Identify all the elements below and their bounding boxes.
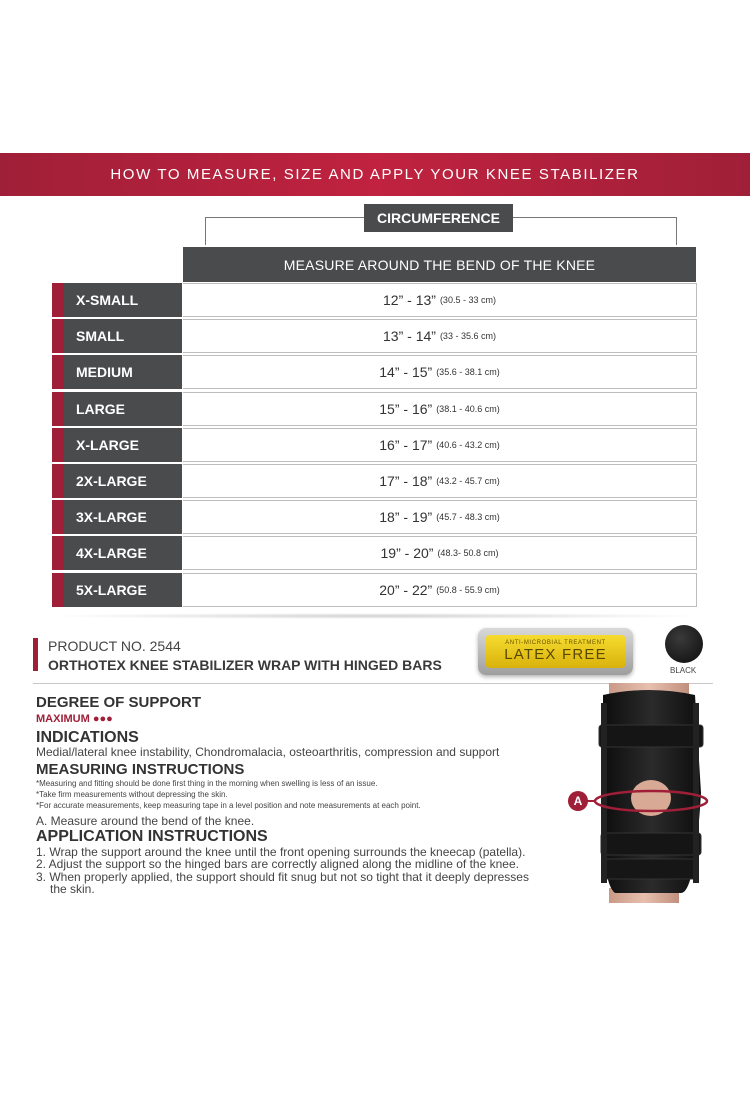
indications-heading: INDICATIONS: [36, 729, 139, 746]
size-label: LARGE: [64, 392, 182, 426]
color-swatch: [665, 625, 703, 663]
size-inches: 19” - 20”: [380, 545, 434, 562]
measuring-step-a: A. Measure around the bend of the knee.: [36, 814, 255, 828]
row-accent: [52, 319, 64, 353]
size-value: [183, 428, 697, 462]
size-label: MEDIUM: [64, 355, 182, 389]
size-inches: 17” - 18”: [379, 472, 433, 489]
size-cm: (38.1 - 40.6 cm): [436, 403, 500, 414]
badge-title: LATEX FREE: [504, 646, 607, 663]
size-inches: 14” - 15”: [379, 364, 433, 381]
size-value: [183, 392, 697, 426]
size-label: X-SMALL: [64, 283, 182, 317]
latex-free-badge: [478, 628, 633, 675]
latex-badge-inner: [485, 635, 626, 668]
size-cm: (40.6 - 43.2 cm): [436, 439, 500, 450]
table-row: [52, 355, 697, 389]
banner: [0, 153, 750, 196]
size-label: SMALL: [64, 319, 182, 353]
size-cm: (30.5 - 33 cm): [439, 295, 496, 305]
application-step-2: 2. Adjust the support so the hinged bars are correctly aligned along the midline of the knee.: [36, 857, 519, 871]
size-inches: 20” - 22”: [379, 581, 433, 598]
size-cm: (43.2 - 45.7 cm): [436, 475, 500, 486]
measure-header: MEASURE AROUND THE BEND OF THE KNEE: [183, 247, 696, 282]
size-value: [183, 536, 697, 570]
size-label: 3X-LARGE: [64, 500, 182, 534]
circumference-label: CIRCUMFERENCE: [364, 204, 513, 232]
measuring-heading: MEASURING INSTRUCTIONS: [36, 761, 245, 778]
table-row: [52, 573, 697, 607]
measuring-note-1: *Measuring and fitting should be done first thing in the morning when swelling is less of an issue.: [36, 779, 378, 788]
row-accent: [52, 464, 64, 498]
banner-title: HOW TO MEASURE, SIZE AND APPLY YOUR KNEE STABILIZER: [110, 166, 640, 183]
size-value: [183, 573, 697, 607]
table-row: [52, 392, 697, 426]
size-inches: 15” - 16”: [379, 400, 433, 417]
table-row: [52, 500, 697, 534]
size-inches: 16” - 17”: [379, 436, 433, 453]
indications-text: Medial/lateral knee instability, Chondromalacia, osteoarthritis, compression and support: [36, 745, 500, 759]
knee-brace-image: [565, 683, 715, 903]
size-cm: (48.3- 50.8 cm): [437, 548, 499, 559]
row-accent: [52, 573, 64, 607]
application-step-3-cont: the skin.: [50, 882, 95, 896]
size-value: [183, 500, 697, 534]
size-value: [183, 283, 697, 317]
table-row: [52, 283, 697, 317]
color-label: BLACK: [670, 666, 697, 675]
table-row: [52, 464, 697, 498]
divider-shadow: [40, 613, 710, 619]
size-table: [52, 283, 697, 609]
size-label: X-LARGE: [64, 428, 182, 462]
table-row: [52, 536, 697, 570]
product-number: PRODUCT NO. 2544: [48, 638, 181, 654]
size-label: 2X-LARGE: [64, 464, 182, 498]
support-level: MAXIMUM ●●●: [36, 713, 113, 725]
application-step-3: 3. When properly applied, the support should fit snug but not so tight that it deeply depresses: [36, 870, 529, 884]
product-accent-bar: [33, 638, 38, 671]
size-value: [183, 355, 697, 389]
size-label: 5X-LARGE: [64, 573, 182, 607]
marker-a-label: A: [573, 794, 583, 808]
size-cm: (35.6 - 38.1 cm): [436, 367, 500, 378]
size-cm: (50.8 - 55.9 cm): [436, 584, 500, 595]
application-heading: APPLICATION INSTRUCTIONS: [36, 828, 268, 845]
row-accent: [52, 283, 64, 317]
size-cm: (33 - 35.6 cm): [439, 331, 496, 342]
application-step-1: 1. Wrap the support around the knee until the front opening surrounds the kneecap (patella).: [36, 845, 526, 859]
marker-a-icon: [568, 791, 588, 811]
size-value: [183, 319, 697, 353]
row-accent: [52, 536, 64, 570]
measuring-note-2: *Take firm measurements without depressing the skin.: [36, 790, 228, 799]
size-cm: (45.7 - 48.3 cm): [436, 512, 500, 523]
table-row: [52, 428, 697, 462]
knee-brace-graphic: [565, 683, 715, 903]
size-inches: 18” - 19”: [379, 509, 433, 526]
table-row: [52, 319, 697, 353]
size-value: [183, 464, 697, 498]
support-heading: DEGREE OF SUPPORT: [36, 694, 202, 711]
row-accent: [52, 355, 64, 389]
size-inches: 13” - 14”: [383, 328, 436, 345]
measuring-note-3: *For accurate measurements, keep measuring tape in a level position and note measurements at each point.: [36, 801, 421, 810]
badge-subtitle: ANTI-MICROBIAL TREATMENT: [505, 640, 606, 646]
size-label: 4X-LARGE: [64, 536, 182, 570]
row-accent: [52, 500, 64, 534]
row-accent: [52, 428, 64, 462]
row-accent: [52, 392, 64, 426]
size-inches: 12” - 13”: [383, 292, 436, 308]
product-name: ORTHOTEX KNEE STABILIZER WRAP WITH HINGED BARS: [48, 657, 442, 673]
